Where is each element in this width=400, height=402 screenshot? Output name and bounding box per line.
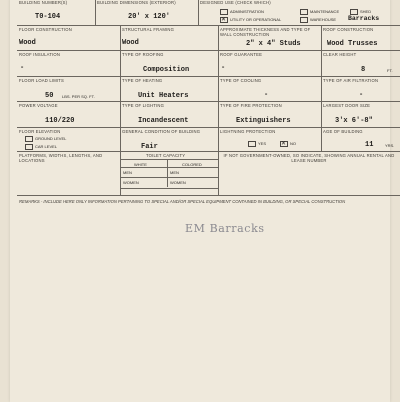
roofing-type-label: TYPE OF ROOFING [122, 52, 164, 57]
general-condition-label: GENERAL CONDITION OF BUILDING [122, 129, 201, 134]
age-of-building-cell [321, 127, 400, 151]
toilet-capacity-row-women [120, 177, 218, 189]
structural-framing-cell [120, 25, 219, 50]
floor-load-unit: LBS. PER SQ. FT. [62, 94, 95, 99]
form-row-2 [17, 25, 400, 51]
cooling-type-value: - [264, 91, 269, 99]
floor-elevation-cell [17, 127, 121, 151]
building-dimensions-label: BUILDING DIMENSIONS (EXTERIOR) [97, 0, 176, 5]
designed-use-label: DESIGNED USE (CHECK WHICH) [200, 0, 271, 5]
air-filtration-label: TYPE OF AIR FILTRATION [323, 78, 379, 83]
roof-construction-label: ROOF CONSTRUCTION [323, 27, 374, 32]
gov-owned-cell [218, 151, 400, 195]
power-voltage-cell [17, 101, 121, 127]
handwritten-note: EM Barracks [185, 222, 265, 235]
checkbox [220, 9, 228, 15]
fire-protection-cell [218, 101, 322, 127]
roof-insulation-cell [17, 50, 121, 76]
roof-insulation-value: - [20, 64, 25, 72]
floor-elevation-label: FLOOR ELEVATION [19, 129, 61, 134]
option-shed[interactable]: SHED [350, 9, 371, 15]
lightning-no-option[interactable]: ✕ NO [281, 141, 296, 147]
option-barracks: Barracks [348, 15, 380, 22]
building-dimensions-cell [95, 0, 199, 25]
door-size-value: 3'x 6'-8" [335, 117, 373, 125]
fire-protection-value: Extinguishers [236, 117, 291, 125]
platforms-label: PLATFORMS, WIDTHS, LENGTHS, AND LOCATIONS [19, 153, 103, 163]
toilet-row-men-white: MEN [123, 170, 132, 175]
clear-height-value: 8 [361, 66, 366, 74]
cooling-type-cell [218, 76, 322, 101]
gov-owned-label: IF NOT GOVERNMENT-OWNED, SO INDICATE, SHOWING ANNUAL RENTAL AND LEASE NUMBER [223, 153, 395, 163]
roof-guarantee-value: - [221, 64, 226, 72]
door-size-label: LARGEST DOOR SIZE [323, 103, 371, 108]
wall-construction-value: 2" x 4" Studs [246, 40, 301, 48]
roofing-type-cell [120, 50, 219, 76]
lightning-protection-label: LIGHTNING PROTECTION [220, 129, 276, 134]
toilet-row-men-colored: MEN [170, 170, 179, 175]
checkbox-checked: ✕ [221, 17, 227, 23]
option-warehouse[interactable]: WAREHOUSE [300, 17, 336, 23]
structural-framing-label: STRUCTURAL FRAMING [122, 27, 175, 32]
roof-construction-value: Wood Trusses [327, 40, 378, 48]
air-filtration-cell [321, 76, 400, 101]
lightning-protection-cell [218, 127, 322, 151]
door-size-cell [321, 101, 400, 127]
heating-type-label: TYPE OF HEATING [122, 78, 163, 83]
general-condition-value: Fair [141, 143, 158, 151]
power-voltage-label: POWER VOLTAGE [19, 103, 58, 108]
floor-construction-value: Wood [19, 39, 36, 47]
toilet-capacity-divider [167, 159, 168, 187]
lighting-type-value: Incandescent [138, 117, 189, 125]
remarks-label: REMARKS - INCLUDE HERE ONLY INFORMATION PERTAINING TO SPECIAL AND/OR SPECIAL EQUIPMENT CONTAINED IN BUILDING, OR SPECIAL CONSTRUCTION [19, 199, 346, 204]
floor-construction-label: FLOOR CONSTRUCTION [19, 27, 72, 32]
floor-construction-cell [17, 25, 121, 50]
lighting-type-cell [120, 101, 219, 127]
checkbox [300, 9, 308, 15]
lightning-yes-option[interactable]: YES [248, 141, 266, 147]
toilet-row-women-white: WOMEN [123, 180, 139, 185]
checkbox [300, 17, 308, 23]
floor-load-value: 50 [45, 92, 54, 100]
building-numbers-cell [17, 0, 96, 25]
general-condition-cell [120, 127, 219, 151]
wall-construction-cell [218, 25, 322, 50]
form-row-7 [17, 151, 400, 196]
heating-type-cell [120, 76, 219, 101]
car-level-option[interactable]: CAR LEVEL [25, 144, 57, 150]
checkbox [248, 141, 256, 147]
form-row-6 [17, 127, 400, 152]
option-administration[interactable]: ADMINISTRATION [220, 9, 264, 15]
roof-construction-cell [321, 25, 400, 50]
cooling-type-label: TYPE OF COOLING [220, 78, 262, 83]
lighting-type-label: TYPE OF LIGHTING [122, 103, 165, 108]
designed-use-cell [198, 0, 400, 25]
checkbox [25, 144, 33, 150]
air-filtration-value: - [359, 91, 364, 99]
power-voltage-value: 110/220 [45, 117, 75, 125]
toilet-col-white: WHITE [134, 162, 147, 167]
structural-framing-value: Wood [122, 39, 139, 47]
roofing-type-value: Composition [143, 66, 190, 74]
floor-load-cell [17, 76, 121, 101]
wall-construction-label: APPROXIMATE THICKNESS AND TYPE OF WALL CONSTRUCTION [220, 27, 311, 37]
clear-height-cell [321, 50, 400, 76]
heating-type-value: Unit Heaters [138, 92, 189, 100]
option-utility[interactable]: ✕ UTILITY OR OPERATIONAL [221, 17, 282, 23]
building-numbers-value: T0-104 [35, 13, 61, 21]
floor-load-label: FLOOR LOAD LIMITS [19, 78, 65, 83]
age-of-building-unit: YRS. [385, 143, 395, 148]
document-sheet [10, 0, 395, 402]
toilet-col-colored: COLORED [182, 162, 202, 167]
form-row-4 [17, 76, 400, 102]
clear-height-unit: FT. [387, 68, 393, 73]
option-maintenance[interactable]: MAINTENANCE [300, 9, 339, 15]
age-of-building-label: AGE OF BUILDING [323, 129, 363, 134]
fire-protection-label: TYPE OF FIRE PROTECTION [220, 103, 282, 108]
age-of-building-value: 11 [365, 141, 374, 149]
toilet-capacity-cell [120, 151, 219, 195]
building-numbers-label: BUILDING NUMBER(S) [19, 0, 68, 5]
roof-guarantee-label: ROOF GUARANTEE [220, 52, 263, 57]
building-dimensions-value: 20' x 120' [128, 13, 171, 21]
checkbox-checked: ✕ [281, 141, 287, 147]
form-row-5 [17, 101, 400, 128]
clear-height-label: CLEAR HEIGHT [323, 52, 357, 57]
checkbox [25, 136, 33, 142]
ground-level-option[interactable]: GROUND LEVEL [25, 136, 66, 142]
toilet-row-women-colored: WOMEN [170, 180, 186, 185]
roof-insulation-label: ROOF INSULATION [19, 52, 61, 57]
roof-guarantee-cell [218, 50, 322, 76]
form-row-1 [17, 0, 400, 26]
platforms-cell [17, 151, 121, 195]
toilet-capacity-label: TOILET CAPACITY [146, 153, 186, 158]
form-row-3 [17, 50, 400, 77]
